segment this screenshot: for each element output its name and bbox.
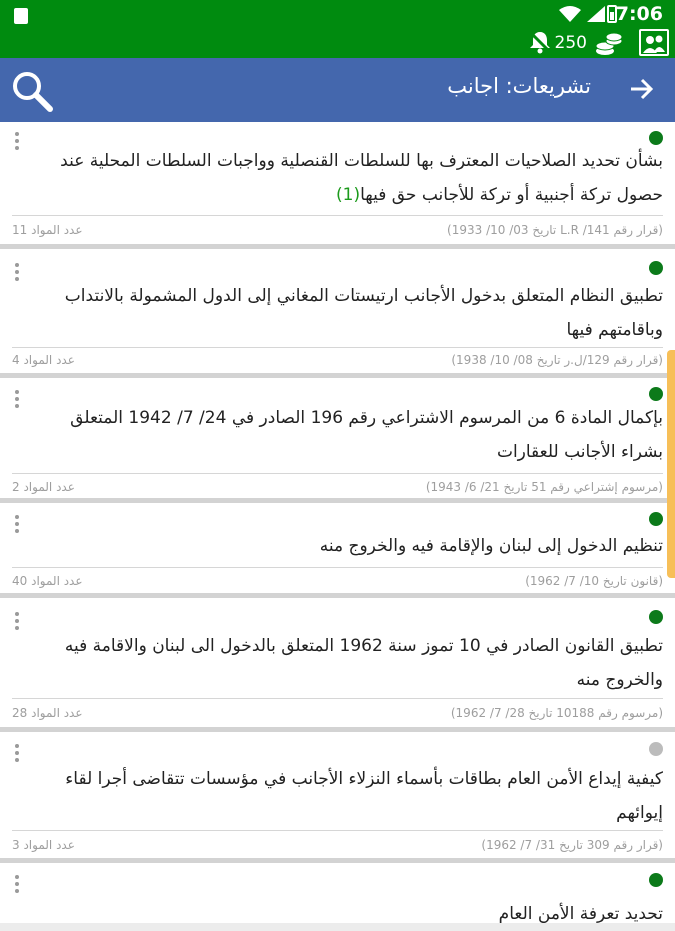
item-title: بإكمال المادة 6 من المرسوم الاشتراعي رقم 196 الصادر في 24/ 7/ 1942 المتعلق بشراء الأجانب للعقارات: [70, 408, 663, 462]
item-article-count: عدد المواد 2: [12, 480, 75, 494]
status-dot: [649, 512, 663, 526]
item-article-count: عدد المواد 3: [12, 838, 75, 852]
divider: [12, 473, 663, 474]
divider: [12, 830, 663, 831]
sim-icon: [14, 8, 28, 24]
item-reference: (مرسوم إشتراعي رقم 51 تاريخ 21/ 6/ 1943): [425, 480, 663, 494]
item-reference: (قرار رقم 141/ L.R تاريخ 03/ 10/ 1933): [447, 223, 663, 237]
scrollbar-thumb[interactable]: [667, 350, 675, 578]
notifications-off-icon[interactable]: [527, 30, 553, 54]
status-dot: [649, 261, 663, 275]
status-bar: [0, 0, 675, 58]
list-item[interactable]: [0, 122, 675, 249]
app-bar: [0, 58, 675, 122]
list-item[interactable]: [0, 732, 675, 863]
item-article-count: عدد المواد 40: [12, 574, 83, 588]
item-title: تطبيق القانون الصادر في 10 تموز سنة 1962 المتعلق بالدخول الى لبنان والاقامة فيه والخروج منه: [64, 636, 663, 690]
more-options-icon[interactable]: [10, 263, 24, 285]
profile-icon[interactable]: [639, 29, 669, 56]
more-options-icon[interactable]: [10, 132, 24, 154]
back-arrow-icon[interactable]: [629, 76, 655, 102]
more-options-icon[interactable]: [10, 390, 24, 412]
legislation-list[interactable]: [0, 122, 675, 924]
item-badge: (1): [335, 185, 361, 205]
item-article-count: عدد المواد 4: [12, 353, 75, 367]
item-title: كيفية إيداع الأمن العام بطاقات بأسماء النزلاء الأجانب في مؤسسات تتقاضى أجرا لقاء إيوائهم: [65, 769, 663, 823]
status-dot: [649, 873, 663, 887]
wifi-icon: [559, 6, 581, 22]
item-reference: (مرسوم رقم 10188 تاريخ 28/ 7/ 1962): [450, 706, 663, 720]
item-article-count: عدد المواد 11: [12, 223, 83, 237]
list-item[interactable]: [0, 503, 675, 598]
list-item[interactable]: [0, 598, 675, 732]
coins-icon[interactable]: [595, 32, 623, 56]
more-options-icon[interactable]: [10, 612, 24, 634]
list-item[interactable]: [0, 249, 675, 378]
points-count: 250: [554, 33, 587, 53]
item-reference: (قرار رقم 129/ل.ر تاريخ 08/ 10/ 1938): [451, 353, 663, 367]
status-dot: [649, 131, 663, 145]
item-title: تنظيم الدخول إلى لبنان والإقامة فيه والخروج منه: [319, 536, 663, 556]
more-options-icon[interactable]: [10, 515, 24, 537]
divider: [12, 215, 663, 216]
item-title: بشأن تحديد الصلاحيات المعترف بها للسلطات القنصلية وواجبات السلطات المحلية عند حصول تركة أجنبية أو تركة للأجانب حق فيها(1): [60, 151, 663, 205]
status-dot: [649, 387, 663, 401]
status-dot: [649, 610, 663, 624]
list-item[interactable]: [0, 378, 675, 503]
divider: [12, 698, 663, 699]
item-article-count: عدد المواد 28: [12, 706, 83, 720]
item-reference: (قرار رقم 309 تاريخ 31/ 7/ 1962): [481, 838, 663, 852]
clock: 7:06: [615, 3, 663, 25]
divider: [12, 347, 663, 348]
item-title: تحديد تعرفة الأمن العام: [498, 904, 663, 924]
more-options-icon[interactable]: [10, 744, 24, 766]
search-icon[interactable]: [10, 69, 54, 113]
divider: [12, 567, 663, 568]
list-item[interactable]: [0, 863, 675, 923]
page-title: تشريعات: اجانب: [447, 74, 591, 98]
more-options-icon[interactable]: [10, 875, 24, 897]
item-title: تطبيق النظام المتعلق بدخول الأجانب ارتيستات المغاني إلى الدول المشمولة بالانتداب وباقامتهم فيها: [64, 286, 663, 340]
status-dot: [649, 742, 663, 756]
item-reference: (قانون تاريخ 10/ 7/ 1962): [525, 574, 663, 588]
signal-icon: [587, 6, 605, 22]
